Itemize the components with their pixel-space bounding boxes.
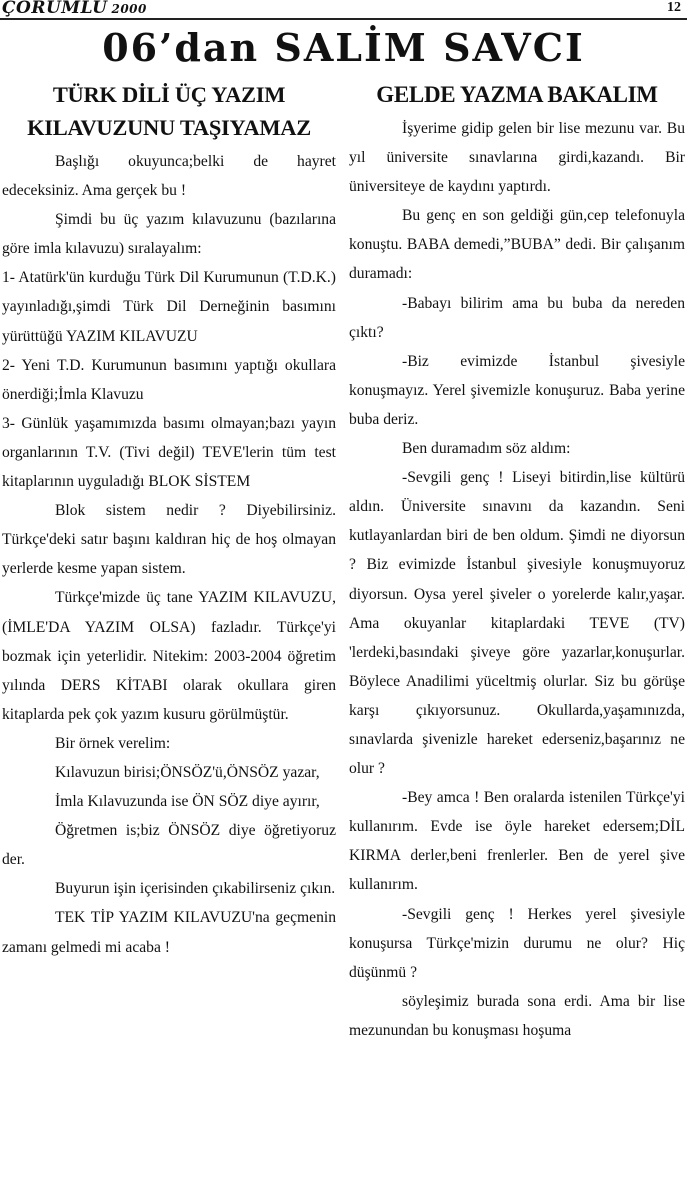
paragraph: İmla Kılavuzunda ise ÖN SÖZ diye ayırır, [55, 793, 320, 811]
header-rule [0, 18, 687, 20]
right-article-title: GELDE YAZMA BAKALIM [376, 82, 658, 107]
paragraph: 1- Atatürk'ün kurduğu Türk Dil Kurumunun (T.D.K.) yayınladığı,şimdi Türk Dil Derneğinin basımını yürüttüğü YAZIM KILAVUZU [2, 269, 336, 345]
paragraph: -Biz evimizde İstanbul şivesiyle konuşmayız. Yerel şivemizle konuşuruz. Baba yerine buba deriz. [349, 352, 685, 428]
paragraph: 2- Yeni T.D. Kurumunun basımını yaptığı okullara önerdiği;İmla Klavuzu [2, 356, 336, 403]
left-title-line1: TÜRK DİLİ ÜÇ YAZIM [52, 82, 286, 107]
paragraph: Öğretmen is;biz ÖNSÖZ diye öğretiyoruz der. [2, 822, 336, 869]
left-article [2, 78, 336, 962]
right-article-body [349, 114, 685, 1045]
paragraph: Başlığı okuyunca;belki de hayret edeceksiniz. Ama gerçek bu ! [2, 153, 336, 200]
publication-masthead [2, 0, 147, 18]
paragraph: -Sevgili genç ! Herkes yerel şivesiyle konuşursa Türkçe'mizin durumu ne olur? Hiç düşünmü ? [349, 905, 685, 981]
author-byline: 06’dan SALİM SAVCI [102, 25, 585, 70]
paragraph: Türkçe'mizde üç tane YAZIM KILAVUZU,(İMLE'DA YAZIM OLSA) fazladır. Türkçe'yi bozmak için yeterlidir. Nitekim: 2003-2004 öğretim yılında DERS KİTABI olarak okullara giren kitaplarda pek çok yazım kusuru görülmüştür. [2, 589, 336, 723]
paragraph: -Babayı bilirim ama bu buba da nereden çıktı? [349, 294, 685, 341]
left-title-line2: KILAVUZUNU TAŞIYAMAZ [27, 115, 311, 140]
paragraph: 3- Günlük yaşamımızda basımı olmayan;bazı yayın organlarının T.V. (Tivi değil) TEVE'lerin tüm test kitaplarının uyguladığı BLOK SİSTEM [2, 414, 336, 491]
paragraph: TEK TİP YAZIM KILAVUZU'na geçmenin zamanı gelmedi mi acaba ! [2, 909, 336, 956]
paragraph: İşyerime gidip gelen bir lise mezunu var. Bu yıl üniversite sınavlarına girdi,kazandı. Bir üniversiteye de kaydını yaptırdı. [349, 120, 685, 196]
paragraph: Blok sistem nedir ? Diyebilirsiniz. Türkçe'deki satır başını kaldıran hiç de hoş olmayan yerlerde kesme yapan sistem. [2, 502, 336, 578]
publication-year: 2000 [111, 2, 147, 16]
paragraph: Kılavuzun birisi;ÖNSÖZ'ü,ÖNSÖZ yazar, [55, 763, 320, 781]
paragraph: -Bey amca ! Ben oralarda istenilen Türkçe'yi kullanırım. Evde ise öyle hareket edersem;DİL KIRMA derler,beni frenlerler. Ben de yerel şive kullanırım. [349, 789, 685, 894]
paragraph: Bir örnek verelim: [55, 734, 171, 752]
publication-name: ÇORUMLU [2, 0, 108, 18]
page-number: 12 [667, 0, 681, 15]
paragraph: -Sevgili genç ! Liseyi bitirdin,lise kültürü aldın. Üniversite sınavını da kazandın. Seni kutlayanlardan biri de ben oldum. Şimdi ne diyorsun ? Biz evimizde İstanbul şivesiyle konuşmuyoruz diyorsun. Oysa yerel şiveler o yorelerde kalır,yaşar. Ama okuyanlar kitaplardaki TEVE (TV) 'lerdeki,basındaki şiveye göre yazarlar,konuşurlar. Böylece Anadilimi yüceltmiş olurlar. Siz bu görüşe karşı çıkıyorsunuz. Okullarda,yaşamınızda, sınavlarda şivenizle hareket ederseniz,başarınız ne olur ? [349, 469, 685, 778]
left-article-title [2, 78, 336, 144]
paragraph: Şimdi bu üç yazım kılavuzunu (bazılarına göre imla kılavuzu) sıralayalım: [2, 211, 336, 258]
paragraph: Buyurun işin içerisinden çıkabilirseniz çıkın. [55, 880, 336, 898]
left-article-body [2, 147, 336, 962]
right-article [349, 78, 685, 1045]
paragraph: söyleşimiz burada sona erdi. Ama bir lise mezunundan bu konuşması hoşuma [349, 992, 685, 1039]
paragraph: Bu genç en son geldiği gün,cep telefonuyla konuştu. BABA demedi,”BUBA” dedi. Bir çalışanım duramadı: [349, 207, 685, 283]
page-header [0, 0, 687, 20]
paragraph: Ben duramadım söz aldım: [402, 440, 571, 458]
